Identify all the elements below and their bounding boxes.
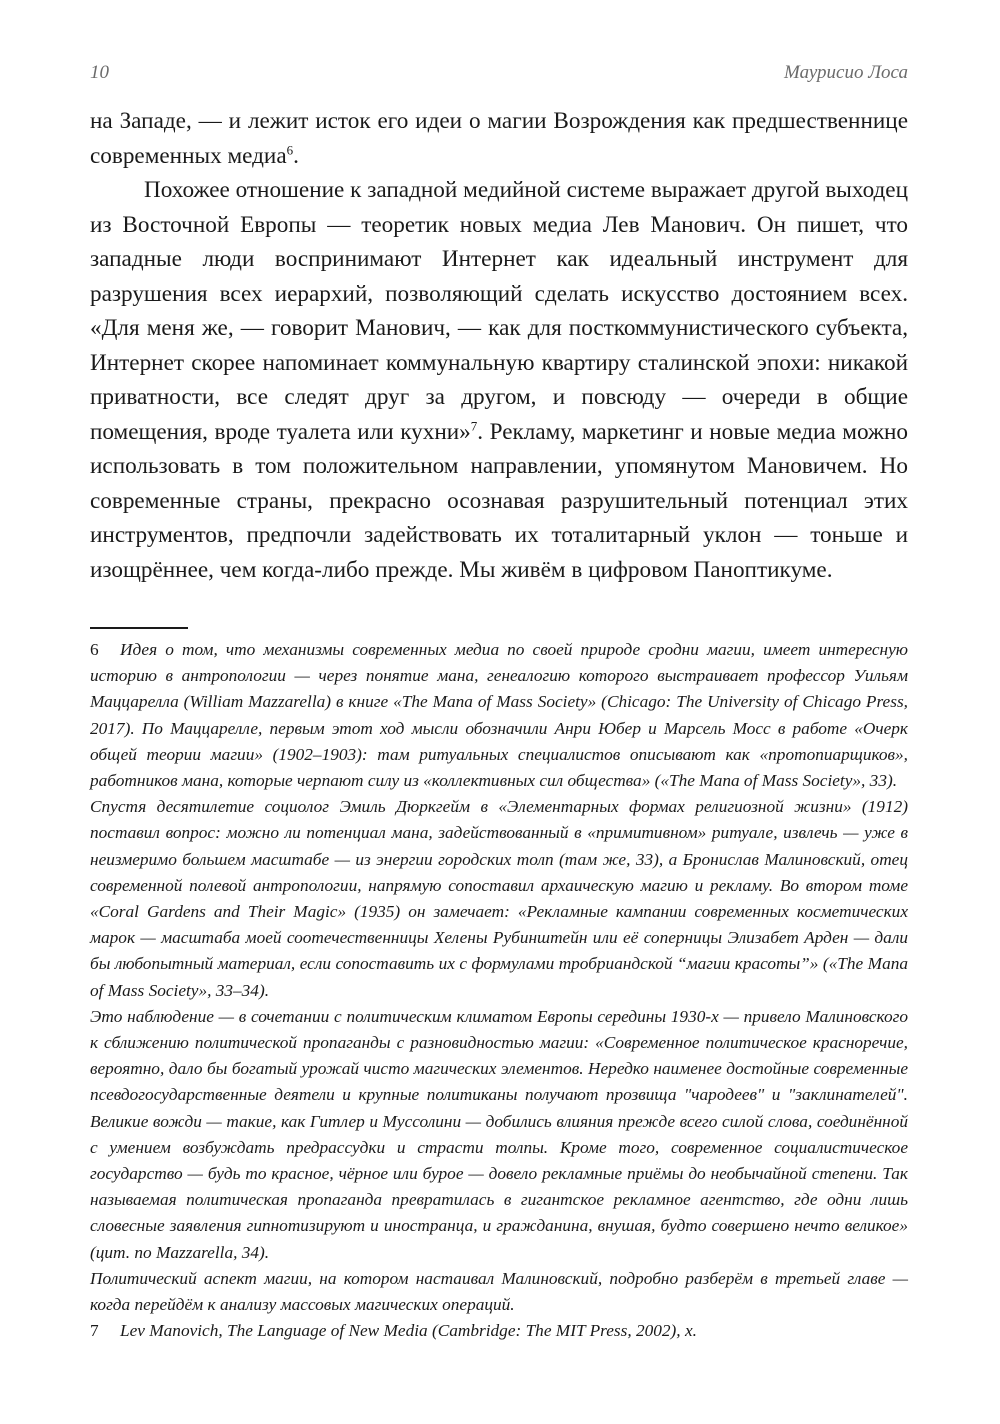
footnote-divider — [90, 627, 188, 629]
running-head — [90, 62, 908, 86]
running-head-author: Маурисио Лоса — [784, 62, 908, 83]
footnotes — [90, 637, 908, 1344]
footnote-ref-6[interactable]: 6 — [286, 141, 294, 157]
paragraph-2: Похожее отношение к западной медийной системе выражает другой выходец из Восточной Европы — теоретик новых медиа Лев Манович. Он пишет, что западные люди воспринимают Интернет как идеальный инструмент для разрушения всех иерархий, позволяющий сделать искусство достоянием всех. «Для меня же, — говорит Манович, — как для посткоммунистического субъекта, Интернет скорее напоминает коммунальную квартиру сталинской эпохи: никакой приватности, все следят друг за другом, и повсюду — очереди в общие помещения, вроде туалета или кухни»$^7$. Рекламу, маркетинг и новые медиа можно использовать в том положительном направлении, упомянутом Мановичем. Но современные страны, прекрасно осознавая разрушительный потенциал этих инструментов, предпочли задействовать их тоталитарный уклон — тоньше и изощрённее, чем когда-либо прежде. Мы живём в цифровом Паноптикуме. — [90, 177, 908, 583]
footnote-number: 7 — [90, 1321, 99, 1341]
page-number: 10 — [90, 62, 109, 83]
main-text — [90, 104, 908, 587]
footnote-6-paragraph: Это наблюдение — в сочетании с политическим климатом Европы середины 1930-х — привело Малиновского к сближению политической пропаганды с разновидностью магии: «Современное политическое красноречие, вероятно, дало бы богатый урожай чисто магических элементов. Нередко наименее достойные современные псевдогосударственные деятели и крупные политиканы получают прозвища "чародеев" и "заклинателей". Великие вожди — такие, как Гитлер и Муссолини — добились влияния прежде всего силой слова, соединённой с умением возбуждать предрассудки и страсти толпы. Кроме того, современное социалистическое государство — будь то красное, чёрное или бурое — довело рекламные приёмы до необычайной степени. Так называемая политическая пропаганда превратилась в гигантское рекламное агентство, где одни лишь словесные заявления гипнотизируют и иностранца, и гражданина, внушая, будто совершено нечто великое» (цит. по Mazzarella, 34). — [90, 1006, 908, 1262]
footnote-number: 6 — [90, 640, 99, 659]
footnote-ref-7[interactable]: 7 — [470, 417, 478, 433]
paragraph-1: на Западе, — и лежит исток его идеи о магии Возрождения как предшественнице современных медиа$^6$. — [90, 108, 908, 169]
footnote-6-paragraph: Спустя десятилетие социолог Эмиль Дюркгейм в «Элементарных формах религиозной жизни» (1912) поставил вопрос: можно ли потенциал мана, задействованный в «примитивном» ритуале, извлечь — уже в неизмеримо большем масштабе — из энергии городских толп (там же, 33), а Бронислав Малиновский, отец современной полевой антропологии, напрямую сопоставил архаическую магию и рекламу. Во втором томе «Coral Gardens and Their Magic» (1935) он замечает: «Рекламные кампании современных косметических марок — масштаба моей соотечественницы Хелены Рубинштейн или её соперницы Элизабет Арден — дали бы любопытный материал, если сопоставить их с формулами тробриандской “магии красоты”» («The Mana of Mass Society», 33–34). — [90, 797, 908, 1000]
footnote-7: 7 Lev Manovich, The Language of New Media (Cambridge: The MIT Press, 2002), x. — [90, 1318, 908, 1344]
footnote-6-paragraph: Политический аспект магии, на котором настаивал Малиновский, подробно разберём в третьей главе — когда перейдём к анализу массовых магических операций. — [90, 1268, 908, 1315]
footnote-6: 6 Идея о том, что механизмы современных медиа по своей природе сродни магии, имеет интересную историю в антропологии — через понятие мана, генеалогию которого выстраивает профессор Уильям Маццарелла (William Mazzarella) в книге «The Mana of Mass Society» (Chicago: The University of Chicago Press, 2017). По Маццарелле, первым этот ход мысли обозначили Анри Юбер и Марсель Мосс в работе «Очерк общей теории магии» (1902–1903): там ритуальных специалистов описывают как «протопиарщиков», работников мана, которые черпают силу из «коллективных сил общества» («The Mana of Mass Society», 33). — [90, 637, 908, 794]
